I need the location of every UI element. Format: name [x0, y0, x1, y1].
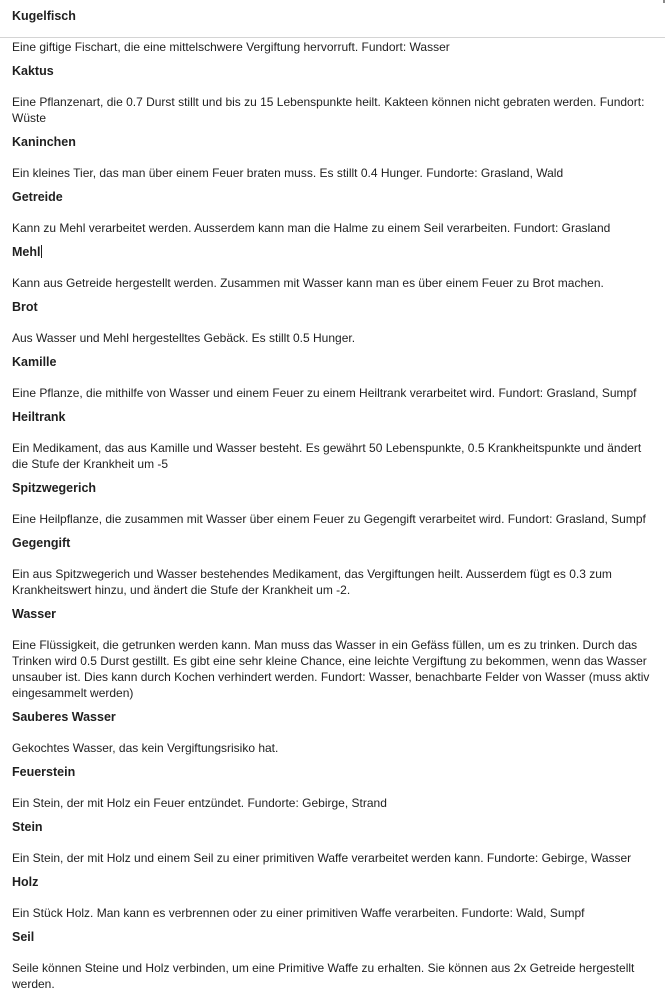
entry-description: Aus Wasser und Mehl hergestelltes Gebäck. Es stillt 0.5 Hunger. [12, 331, 356, 345]
entry-title: Kamille [12, 355, 57, 369]
entry-getreide [12, 181, 652, 236]
entry-description: Eine Flüssigkeit, die getrunken werden kann. Man muss das Wasser in ein Gefäss füllen, um es zu trinken. Durch das Trinken wird 0.5 Durst gestillt. Es gibt eine sehr kleine Chance, eine leichte Vergiftung zu bekommen, wenn das Wasser unsauber ist. Dies kann durch Kochen verhindert werden. Fundort: Wasser, benachbarte Felder von Wasser (muss aktiv eingesammelt werden) [12, 638, 650, 700]
entry-description: Ein Medikament, das aus Kamille und Wasser besteht. Es gewährt 50 Lebenspunkte, 0.5 Krankheitspunkte und ändert die Stufe der Krankheit um -5 [12, 441, 642, 471]
document-body[interactable] [12, 0, 652, 992]
entry-description: Kann zu Mehl verarbeitet werden. Ausserdem kann man die Halme zu einem Seil verarbeiten. Fundort: Grasland [12, 221, 611, 235]
entry-title: Kugelfisch [12, 9, 76, 23]
entry-title: Seil [12, 930, 35, 944]
entry-seil [12, 921, 652, 992]
entry-title: Getreide [12, 190, 63, 204]
entry-title-text: Mehl [12, 245, 41, 259]
entry-kugelfisch [12, 0, 652, 55]
entry-description: Eine Pflanze, die mithilfe von Wasser und einem Feuer zu einem Heiltrank verarbeitet wird. Fundort: Grasland, Sumpf [12, 386, 637, 400]
entry-kamille [12, 346, 652, 401]
entry-mehl [12, 236, 652, 291]
entry-brot [12, 291, 652, 346]
entry-title: Spitzwegerich [12, 481, 97, 495]
entry-sauberes-wasser [12, 701, 652, 756]
entry-description: Ein kleines Tier, das man über einem Feuer braten muss. Es stillt 0.4 Hunger. Fundorte: Grasland, Wald [12, 166, 564, 180]
entry-description: Kann aus Getreide hergestellt werden. Zusammen mit Wasser kann man es über einem Feuer zu Brot machen. [12, 276, 604, 290]
entry-gegengift [12, 527, 652, 598]
entry-title: Holz [12, 875, 39, 889]
entry-description: Eine giftige Fischart, die eine mittelschwere Vergiftung hervorruft. Fundort: Wasser [12, 40, 450, 54]
entry-title: Gegengift [12, 536, 71, 550]
entry-spitzwegerich [12, 472, 652, 527]
entry-description: Eine Pflanzenart, die 0.7 Durst stillt und bis zu 15 Lebenspunkte heilt. Kakteen können nicht gebraten werden. Fundort: Wüste [12, 95, 645, 125]
entry-kaninchen [12, 126, 652, 181]
entry-title-editing[interactable] [12, 236, 652, 260]
entry-title: Stein [12, 820, 43, 834]
entry-title: Kaninchen [12, 135, 76, 149]
entry-title: Wasser [12, 607, 57, 621]
entry-wasser [12, 598, 652, 701]
entry-title: Heiltrank [12, 410, 66, 424]
entry-description: Ein aus Spitzwegerich und Wasser bestehendes Medikament, das Vergiftungen heilt. Ausserdem fügt es 0.3 zum Krankheitswert hinzu, und ändert die Stufe der Krankheit um -2. [12, 567, 612, 597]
entry-feuerstein [12, 756, 652, 811]
entry-description: Ein Stein, der mit Holz ein Feuer entzündet. Fundorte: Gebirge, Strand [12, 796, 387, 810]
entry-description: Ein Stein, der mit Holz und einem Seil zu einer primitiven Waffe verarbeitet werden kann. Fundorte: Gebirge, Wasser [12, 851, 632, 865]
entry-description: Ein Stück Holz. Man kann es verbrennen oder zu einer primitiven Waffe verarbeiten. Fundorte: Wald, Sumpf [12, 906, 585, 920]
entry-description: Gekochtes Wasser, das kein Vergiftungsrisiko hat. [12, 741, 279, 755]
entry-holz [12, 866, 652, 921]
text-cursor [41, 245, 42, 258]
entry-stein [12, 811, 652, 866]
entry-description: Seile können Steine und Holz verbinden, um eine Primitive Waffe zu erhalten. Sie können aus 2x Getreide hergestellt werden. [12, 961, 635, 991]
entry-title: Feuerstein [12, 765, 76, 779]
entry-title: Kaktus [12, 64, 54, 78]
entry-heiltrank [12, 401, 652, 472]
entry-title: Sauberes Wasser [12, 710, 116, 724]
entry-description: Eine Heilpflanze, die zusammen mit Wasser über einem Feuer zu Gegengift verarbeitet wird. Fundort: Grasland, Sumpf [12, 512, 646, 526]
entry-kaktus [12, 55, 652, 126]
entry-title: Brot [12, 300, 38, 314]
